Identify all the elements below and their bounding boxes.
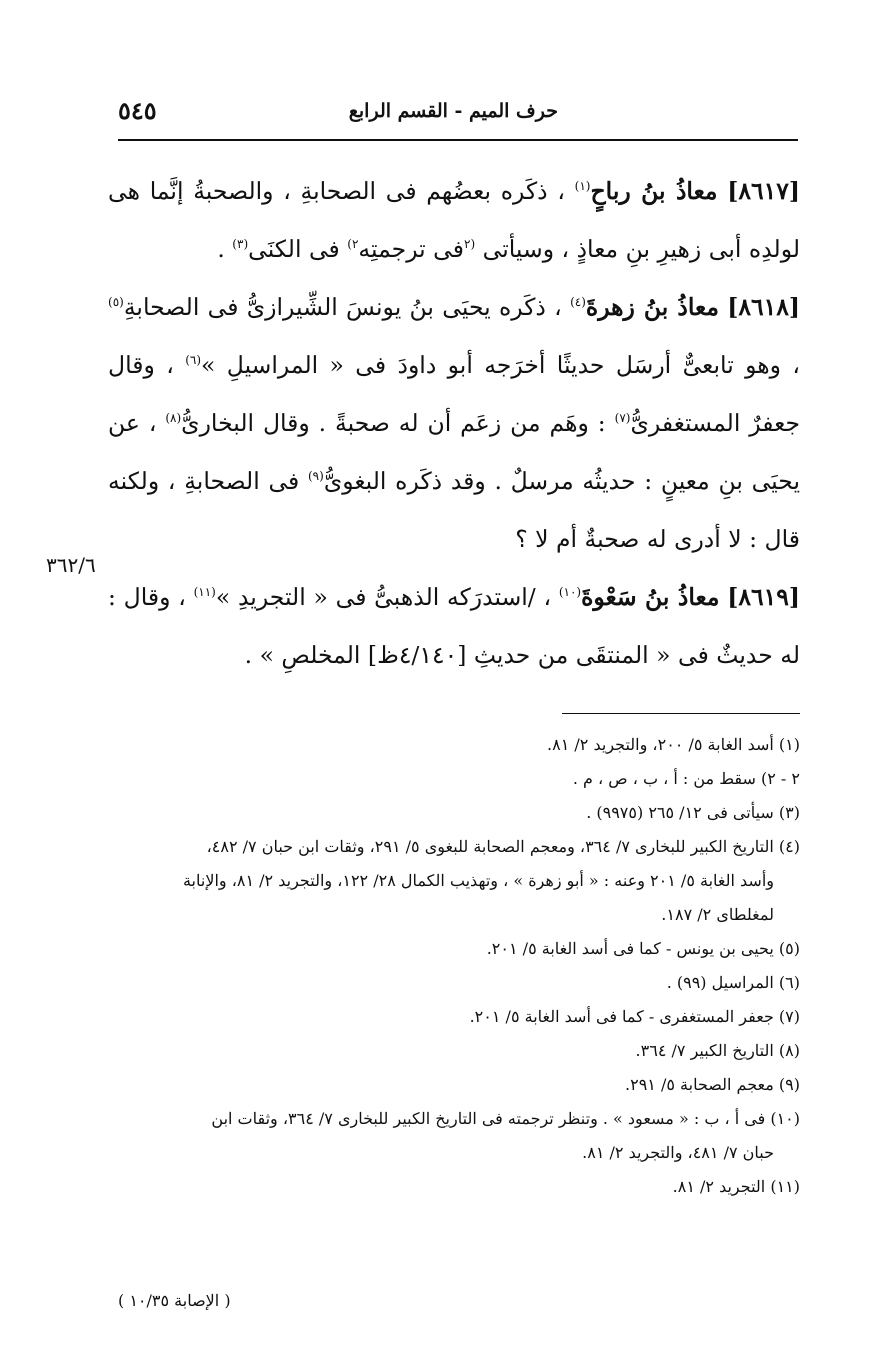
footnote-continuation: حبان ٧/ ٤٨١، والتجريد ٢/ ٨١. bbox=[582, 1143, 774, 1162]
footnote-continuation: وأسد الغابة ٥/ ٢٠١ وعنه : « أبو زهرة » ، وتهذيب الكمال ٢٨/ ١٢٢، والتجريد ٢/ ٨١، والإنابة bbox=[182, 871, 774, 890]
entry-text: فى الصحابةِ ، ولكنه قال : لا أدرى له صحبةٌ أم لا ؟ bbox=[108, 467, 800, 553]
footnote: ٢ - ٢) سقط من : أ ، ب ، ص ، م . bbox=[572, 769, 800, 788]
entry-text: ، وقال جعفرٌ المستغفرىُّ bbox=[108, 351, 801, 437]
footnote: (٦) المراسيل (٩٩) . bbox=[666, 973, 800, 992]
footnote-ref: (٧) bbox=[614, 411, 631, 426]
header-divider bbox=[118, 139, 798, 141]
footnote-ref: (٢ bbox=[464, 237, 476, 252]
entry-text: ، وقال : له حديثٌ فى « المنتقَى من حديثِ [٤/١٤٠ظ] المخلصِ » . bbox=[108, 583, 800, 669]
entry-8619 bbox=[108, 568, 800, 684]
footnote: (٣) سيأتى فى ١٢/ ٢٦٥ (٩٩٧٥) . bbox=[586, 803, 800, 822]
footnote: (٨) التاريخ الكبير ٧/ ٣٦٤. bbox=[635, 1041, 800, 1060]
entry-8617 bbox=[108, 162, 800, 278]
entry-text: ، ذكَره بعضُهم فى الصحابةِ ، والصحبةُ إنَّما هى لولدِه أبى زهيرِ بنِ معاذٍ ، وسيأتى bbox=[108, 177, 800, 263]
entry-name: معاذُ بنُ رباحٍ bbox=[590, 177, 718, 205]
footnote-ref: (٥) bbox=[108, 295, 124, 310]
footnote-divider bbox=[562, 713, 800, 714]
footnote: (١) أسد الغابة ٥/ ٢٠٠، والتجريد ٢/ ٨١. bbox=[547, 735, 800, 754]
footnote-ref: (٩) bbox=[307, 469, 324, 484]
footnote-continuation: لمغلطاى ٢/ ١٨٧. bbox=[661, 905, 774, 924]
entry-name: معاذُ بنُ زهرةَ bbox=[585, 293, 719, 321]
footnote: (٧) جعفر المستغفرى - كما فى أسد الغابة ٥/ ٢٠١. bbox=[469, 1007, 800, 1026]
page-header bbox=[118, 96, 798, 132]
entry-text: ، وهو تابعىٌّ أرسَل حديثًا أخرَجه أبو داودَ فى « المراسيلِ » bbox=[201, 351, 800, 379]
footnote: (٩) معجم الصحابة ٥/ ٢٩١. bbox=[625, 1075, 800, 1094]
footnote: (٤) التاريخ الكبير للبخارى ٧/ ٣٦٤، ومعجم الصحابة للبغوى ٥/ ٢٩١، وثقات ابن حبان ٧/ ٤٨٢، bbox=[206, 837, 800, 856]
entry-text: ، /استدرَكه الذهبىُّ فى « التجريدِ » bbox=[215, 583, 552, 611]
page-number: ٥٤٥ bbox=[118, 96, 157, 125]
entry-text: : وهَم من زعَم أن له صحبةً . وقال البخارىُّ bbox=[181, 409, 606, 437]
entry-text: ، ذكَره يحيَى بنُ يونسَ الشِّيرازىُّ فى الصحابةِ bbox=[123, 293, 562, 321]
footnote-ref: (٣) bbox=[232, 237, 249, 252]
entry-name: معاذُ بنُ سَعْوةَ bbox=[581, 583, 720, 611]
footnote: (١١) التجريد ٢/ ٨١. bbox=[672, 1177, 800, 1196]
footnotes bbox=[108, 728, 800, 1204]
running-title: حرف الميم - القسم الرابع bbox=[348, 100, 558, 122]
entry-text: . bbox=[217, 235, 225, 263]
entry-text: فى الكنَى bbox=[248, 235, 340, 263]
footnote: (٥) يحيى بن يونس - كما فى أسد الغابة ٥/ ٢٠١. bbox=[486, 939, 800, 958]
entry-text: ، عن يحيَى بنِ معينٍ : حديثُه مرسلٌ . وقد ذكَره البغوىُّ bbox=[108, 409, 800, 495]
footnote-ref: (١) bbox=[574, 179, 591, 194]
entry-number: [٨٦١٨] bbox=[727, 293, 800, 321]
entry-number: [٨٦١٧] bbox=[727, 177, 800, 205]
entry-text: فى ترجمتِه bbox=[358, 235, 464, 263]
main-text bbox=[108, 162, 800, 684]
entry-8618 bbox=[108, 278, 800, 568]
footnote-ref: (٨) bbox=[165, 411, 182, 426]
footnote-ref: (٦) bbox=[185, 353, 202, 368]
footnote-ref: (١٠) bbox=[558, 585, 582, 600]
signature-mark: ( الإصابة ١٠/٣٥ ) bbox=[118, 1291, 231, 1310]
footnote-ref: ٢) bbox=[347, 237, 359, 252]
footnote-ref: (٤) bbox=[570, 295, 586, 310]
footnote-ref: (١١) bbox=[193, 585, 216, 600]
entry-number: [٨٦١٩] bbox=[727, 583, 800, 611]
margin-reference: ٣٦٢/٦ bbox=[46, 553, 96, 577]
footnote: (١٠) فى أ ، ب : « مسعود » . وتنظر ترجمته فى التاريخ الكبير للبخارى ٧/ ٣٦٤، وثقات ابن bbox=[211, 1109, 800, 1128]
